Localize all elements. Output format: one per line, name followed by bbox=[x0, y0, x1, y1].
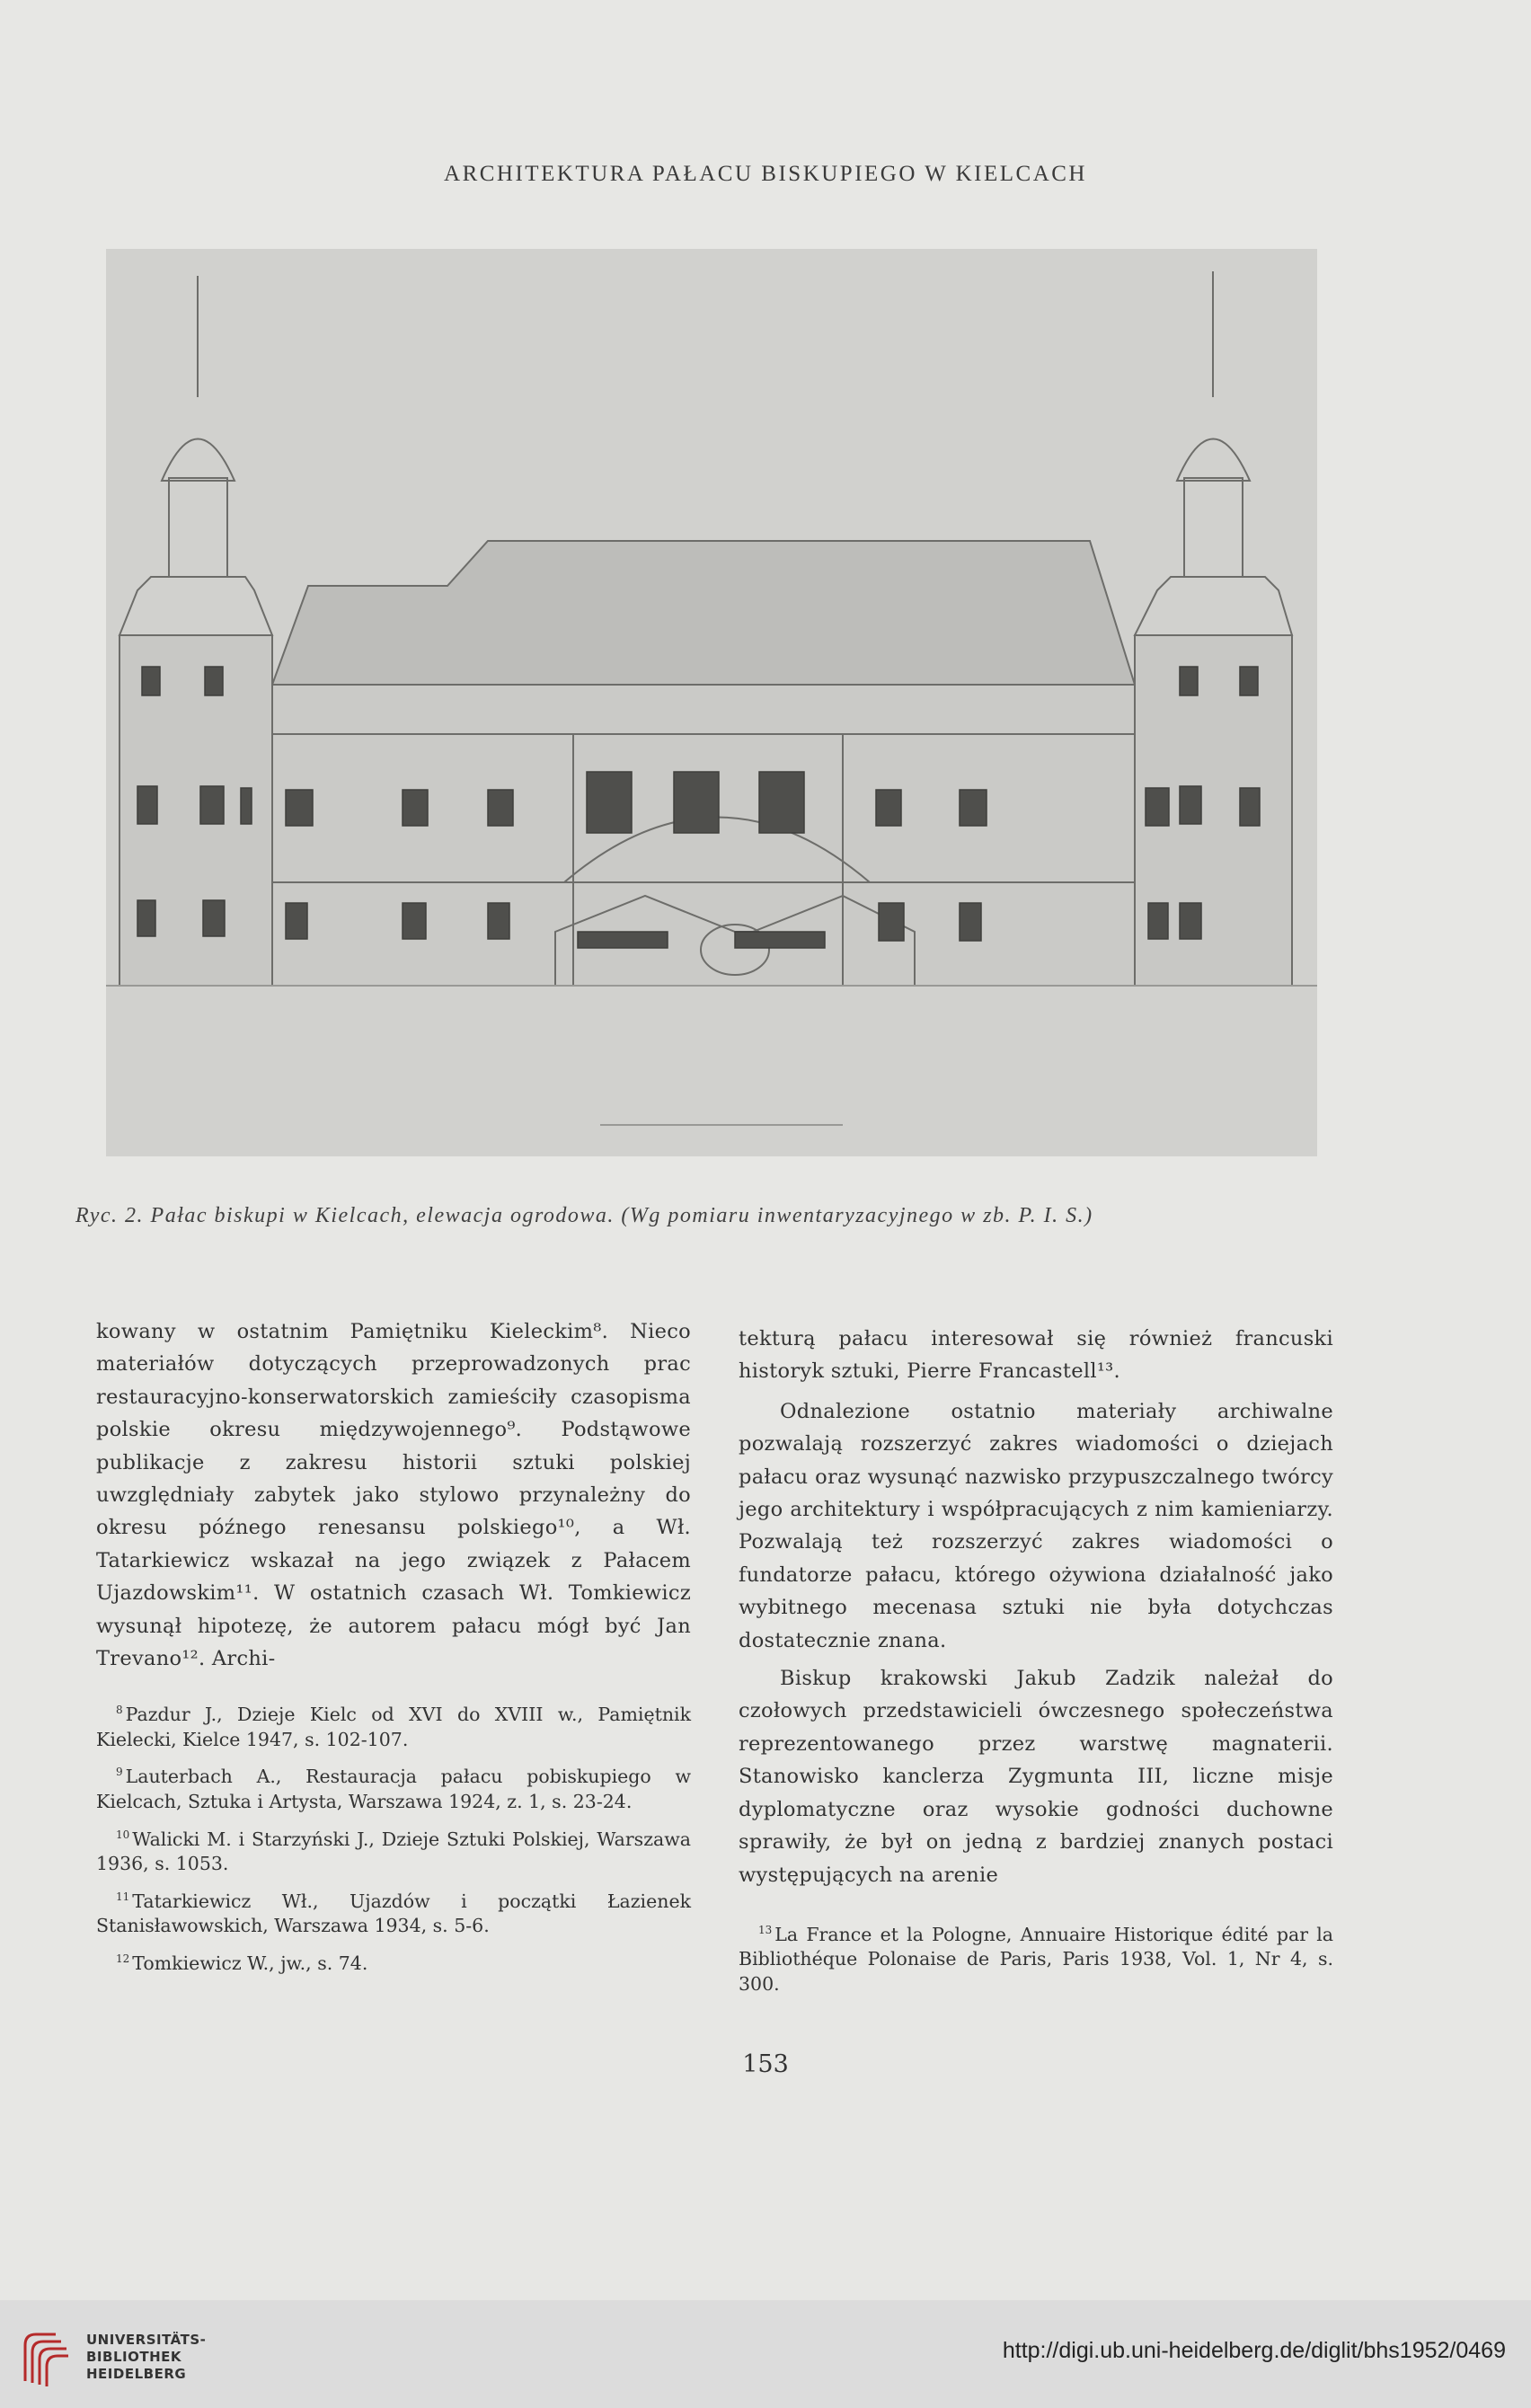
left-column bbox=[96, 1315, 691, 1984]
running-head: ARCHITEKTURA PAŁACU BISKUPIEGO W KIELCACH bbox=[444, 162, 1087, 186]
page-number: 153 bbox=[742, 2050, 789, 2078]
permalink-url[interactable]: http://digi.ub.uni-heidelberg.de/diglit/bhs1952/0469 bbox=[1002, 2338, 1506, 2363]
left-body-paragraph: kowany w ostatnim Pamiętniku Kieleckim⁸. Nieco materiałów dotyczących przeprowadzonych prac restauracyjno-konserwatorskich zamieściły czasopisma polskie okresu międzywojennego⁹. Podstąwowe publikacje z zakresu historii sztuki polskiej uwzględniały zabytek jako stylowo przynależny do okresu późnego renesansu polskiego¹⁰, a Wł. Tatarkiewicz wskazał na jego związek z Pałacem Ujazdowskim¹¹. W ostatnich czasach Wł. Tomkiewicz wysunął hipotezę, że autorem pałacu mógł być Jan Trevano¹². Archi- bbox=[96, 1320, 691, 1671]
library-name: UNIVERSITÄTS- BIBLIOTHEK HEIDELBERG bbox=[86, 2332, 207, 2382]
digitization-footer bbox=[0, 2300, 1531, 2408]
palace-elevation-drawing bbox=[106, 249, 1317, 1156]
right-paragraph-1: tekturą pałacu interesował się również francuski historyk sztuki, Pierre Francastell¹³. bbox=[739, 1327, 1333, 1384]
right-column bbox=[739, 1323, 1333, 2005]
footnote-10: $^{10}$ Walicki M. i Starzyński J., Dzieje Sztuki Polskiej, Warszawa 1936, s. 1053. bbox=[96, 1828, 691, 1874]
footnote-9: $^9$ Lauterbach A., Restauracja pałacu pobiskupiego w Kielcach, Sztuka i Artysta, Warszawa 1924, z. 1, s. 23-24. bbox=[96, 1766, 691, 1812]
footnote-12: $^{12}$ Tomkiewicz W., jw., s. 74. bbox=[116, 1952, 368, 1974]
right-paragraph-3: Biskup krakowski Jakub Zadzik należał do czołowych przedstawicieli ówczesnego społeczeństwa reprezentowanego przez warstwę magnaterii. Stanowisko kanclerza Zygmunta III, liczne misje dyplomatyczne oraz wysokie godności duchowne sprawiły, że był on jedną z bardziej znanych postaci występujących na arenie bbox=[739, 1667, 1333, 1887]
library-logo-icon[interactable] bbox=[16, 2327, 72, 2390]
right-paragraph-2: Odnalezione ostatnio materiały archiwalne pozwalają rozszerzyć zakres wiadomości o dziejach pałacu oraz wysunąć nazwisko przypuszczalnego twórcy jego architektury i współpracujących z nim kamieniarzy. Pozwalają też rozszerzyć zakres wiadomości o fundatorze pałacu, którego ożywiona działalność jako wybitnego mecenasa sztuki nie była dotychczas dostatecznie znana. bbox=[739, 1399, 1333, 1652]
right-footnotes bbox=[739, 1918, 1333, 1997]
left-footnotes bbox=[96, 1698, 691, 1975]
footnote-13: $^{13}$ La France et la Pologne, Annuaire Historique édité par la Bibliothéque Polonaise de Paris, Paris 1938, Vol. 1, Nr 4, s. 300. bbox=[739, 1923, 1333, 1995]
figure-caption: Ryc. 2. Pałac biskupi w Kielcach, elewacja ogrodowa. (Wg pomiaru inwentaryzacyjnego w zb. P. I. S.) bbox=[75, 1204, 1093, 1227]
footnote-11: $^{11}$ Tatarkiewicz Wł., Ujazdów i początki Łazienek Stanisławowskich, Warszawa 1934, s. 5-6. bbox=[96, 1890, 691, 1936]
footnote-8: $^8$ Pazdur J., Dzieje Kielc od XVI do XVIII w., Pamiętnik Kielecki, Kielce 1947, s. 102-107. bbox=[96, 1704, 691, 1750]
